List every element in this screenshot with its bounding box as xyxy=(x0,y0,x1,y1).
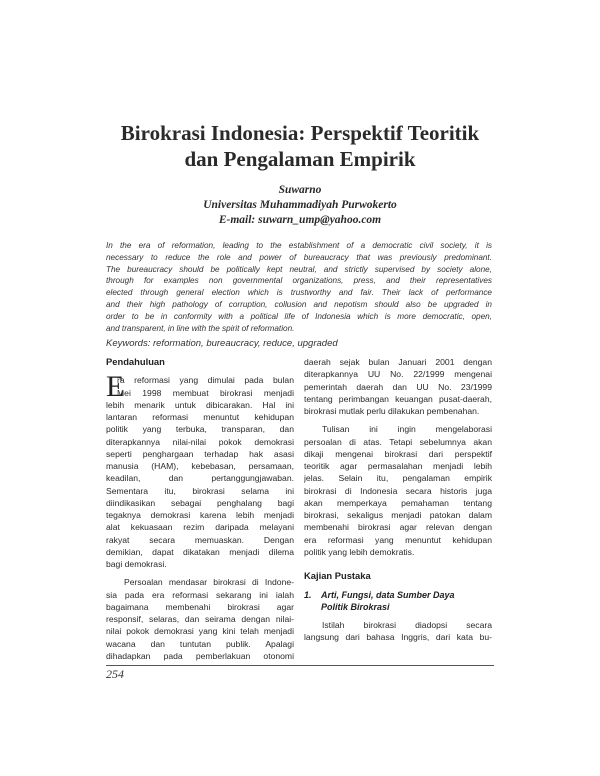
abstract-line: The bureaucracy should be politically kept neutral, and strictly supervised by society alone, xyxy=(106,264,492,274)
paragraph-line: diterapkannya UU No. 22/1999 mengenai xyxy=(304,369,492,380)
footer-rule xyxy=(106,665,494,666)
author-block xyxy=(60,183,540,228)
intro-paragraph-start xyxy=(106,370,294,404)
paragraph-line: Tulisan ini ingin mengelaborasi xyxy=(322,424,492,435)
keywords: Keywords: reformation, bureaucracy, reduce, upgraded xyxy=(106,338,338,349)
section-heading-pendahuluan: Pendahuluan xyxy=(106,356,165,367)
paragraph-line: ra reformasi yang dimulai pada bulan xyxy=(117,375,294,386)
paragraph-line: diterapkannya nilai-nilai pokok demokrasi xyxy=(106,436,294,447)
paragraph-line: birokrasi mutlak perlu dilakukan pembenahan. xyxy=(304,406,480,416)
paragraph-line: tegaknya demokrasi karena lebih menjadi xyxy=(106,510,294,520)
paragraph-line: lantaran reformasi menuntut kehidupan xyxy=(106,412,294,422)
paragraph-line: membenahi birokrasi agar relevan dengan xyxy=(304,522,492,533)
paragraph-line: pemerintah daerah dan UU No. 23/1999 xyxy=(304,381,492,392)
paragraph-line: era reformasi yang menuntut kehidupan xyxy=(304,534,492,545)
subsection-number: 1. xyxy=(304,589,312,600)
paragraph-line: Sementara itu, birokrasi selama ini xyxy=(106,485,294,496)
title-line-1: Birokrasi Indonesia: Perspektif Teoritik xyxy=(120,121,480,145)
paragraph-line: Istilah birokrasi diadopsi secara xyxy=(322,620,492,630)
author-name: Suwarno xyxy=(278,184,322,196)
paragraph-line: manusia (HAM), kebebasan, persamaan, xyxy=(106,461,294,471)
paragraph-line: wacana dan tuntutan publik. Apalagi xyxy=(106,638,294,649)
paragraph-line: responsif, selaras, dan seirama dengan nilai- xyxy=(106,614,294,624)
subsection-title-line-1: Arti, Fungsi, data Sumber Daya xyxy=(321,589,455,600)
paragraph-line: birokrasi di Indonesia secara historis juga xyxy=(304,485,492,496)
drop-cap: E xyxy=(106,370,125,404)
left-column xyxy=(106,356,294,662)
section-heading-kajian-pustaka: Kajian Pustaka xyxy=(304,570,371,582)
paragraph-line: Mei 1998 membuat birokrasi menjadi xyxy=(117,387,294,398)
paragraph-line: lebih menarik untuk dibicarakan. Hal ini xyxy=(106,399,294,410)
paragraph-line: persoalan di atas. Tetapi sebelumnya akan xyxy=(304,436,492,447)
title-line-2: dan Pengalaman Empirik xyxy=(184,147,416,171)
abstract-line: order to be in conformity with a political life of Indonesia which is more democratic, open, xyxy=(106,311,492,321)
paragraph-line: Persoalan mendasar birokrasi di Indone- xyxy=(124,577,294,588)
paper-title xyxy=(60,120,540,172)
abstract-line: elected through general election which is trustworthy and fair. Their lack of performance xyxy=(106,288,492,298)
abstract-line: and transparent, in line with the spirit of reformation. xyxy=(106,323,295,333)
paragraph-line: bagi demokrasi. xyxy=(106,559,167,569)
abstract-line: necessary to reduce the role and power of bureaucracy that was previously predominant. xyxy=(106,252,492,262)
right-column xyxy=(304,356,492,644)
paragraph-line: rakyat secara memuaskan. Dengan xyxy=(106,534,294,545)
abstract-line: In the era of reformation, leading to the establishment of a democratic civil society, it is xyxy=(106,241,492,250)
paragraph-line: jelas. Selain itu, pengalaman empirik xyxy=(304,473,492,484)
paragraph-line: daerah sejak bulan Januari 2001 dengan xyxy=(304,357,492,367)
subsection-title-line-2: Politik Birokrasi xyxy=(321,601,390,612)
paragraph-line: akan memperkaya pemahaman tentang xyxy=(304,497,492,508)
paragraph-line: bagaimana membenahi birokrasi agar xyxy=(106,601,294,612)
paragraph-line: keadilan, dan pertanggungjawaban. xyxy=(106,473,294,484)
paragraph-line: alat kekuasaan rezim daripada melayani xyxy=(106,522,294,533)
abstract-line: through for examples non governmental organizations, press, and their representatives xyxy=(106,276,492,286)
abstract-line: and their high pathology of corruption, collusion and nepotism should also be upgraded in xyxy=(106,299,492,309)
paragraph-line: demikian, dapat dikatakan menjadi dilema xyxy=(106,546,294,557)
author-email: E-mail: suwarn_ump@yahoo.com xyxy=(218,214,382,226)
paragraph-line: dikaji mengenai birokrasi dari perspektif xyxy=(304,448,492,459)
paragraph-line: diindikasikan sebagai penghalang bagi xyxy=(106,497,294,508)
paragraph-line: tentang perimbangan keuangan pusat-daerah, xyxy=(304,393,492,404)
paragraph-line: birokrasi, sekaligus menjadi patokan dalam xyxy=(304,510,492,520)
author-affiliation: Universitas Muhammadiyah Purwokerto xyxy=(203,199,397,211)
paragraph-line: politik yang lebih demokratis. xyxy=(304,546,415,557)
page-number: 254 xyxy=(106,667,124,681)
paragraph-line: seperti penghargaan terhadap hak asasi xyxy=(106,448,294,459)
paragraph-line: teoritik agar permasalahan menjadi lebih xyxy=(304,461,492,471)
subsection-heading xyxy=(304,589,492,614)
paragraph-line: sia pada era reformasi sekarang ini ialah xyxy=(106,589,294,600)
paragraph-line: nilai pokok demokrasi yang kini telah menjadi xyxy=(106,626,294,637)
paragraph-line: politik yang terbuka, transparan, dan xyxy=(106,424,294,435)
abstract xyxy=(106,240,492,334)
paragraph-line: langsung dari bahasa Inggris, dari kata bu- xyxy=(304,632,492,643)
paragraph-line: dihadapkan pada pemberlakuan otonomi xyxy=(106,650,294,661)
